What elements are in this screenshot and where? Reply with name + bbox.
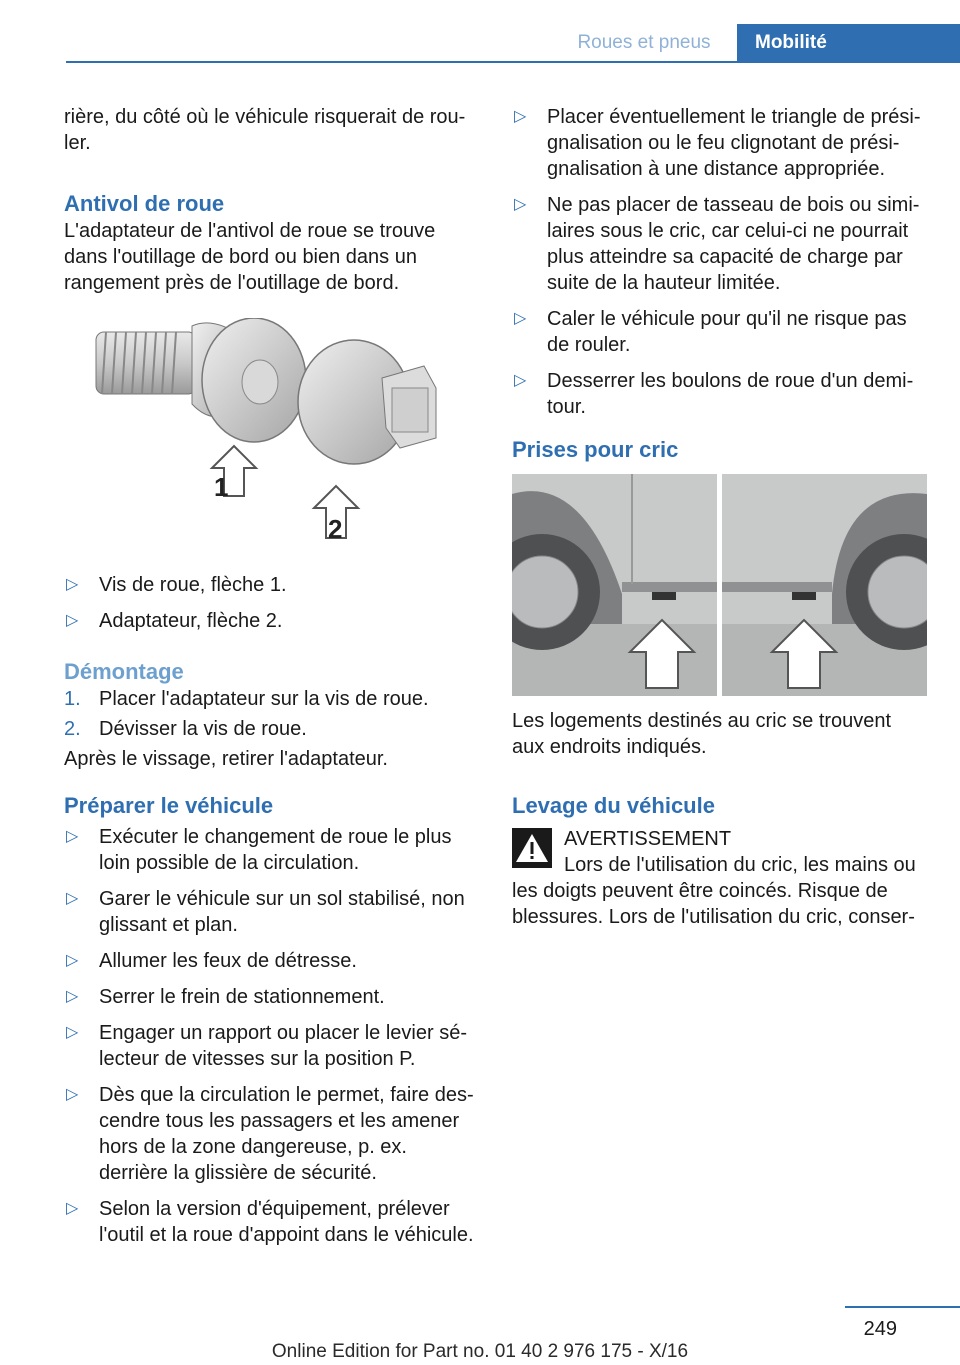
right-column xyxy=(512,104,927,930)
list-item-text: Desserrer les boulons de roue d'un demi-tour. xyxy=(547,370,914,418)
wheel-bolt-icon xyxy=(96,318,306,442)
bullet-icon: ▷ xyxy=(66,828,79,845)
adapter-icon xyxy=(298,340,436,464)
header-rule xyxy=(66,61,960,63)
antivol-heading: Antivol de roue xyxy=(64,191,225,216)
bullet-icon: ▷ xyxy=(66,890,79,907)
step-number: 1. xyxy=(64,688,81,710)
list-item xyxy=(64,1082,479,1186)
step-number: 2. xyxy=(64,718,81,740)
intro-text: rière, du côté où le véhicule risquerait de rouler. xyxy=(64,106,466,154)
list-item-text: Placer éventuellement le triangle de présignalisation ou le feu clignotant de présignalisation à une distance appropriée. xyxy=(547,106,921,180)
car-rear-jack-point-panel xyxy=(722,474,927,696)
list-item-text: Garer le véhicule sur un sol stabilisé, non glissant et plan. xyxy=(99,888,465,936)
figure-legend-list xyxy=(64,572,479,634)
list-item-text: Selon la version d'équipement, prélever l'outil et la roue d'appoint dans le véhicule. xyxy=(99,1198,474,1246)
list-item-text: Exécuter le changement de roue le plus loin possible de la circulation. xyxy=(99,826,452,874)
wheel-lock-illustration xyxy=(64,318,479,566)
list-item-text: Allumer les feux de détresse. xyxy=(99,950,357,972)
bullet-icon: ▷ xyxy=(66,576,79,593)
list-item-text: Vis de roue, flèche 1. xyxy=(99,574,287,596)
footer-rule xyxy=(845,1306,960,1308)
figure-label-2: 2 xyxy=(328,514,343,544)
footer-edition: Online Edition for Part no. 01 40 2 976 175 - X/16 xyxy=(271,1341,689,1362)
list-item xyxy=(64,1196,479,1248)
header-chapter-tab[interactable]: Mobilité xyxy=(737,24,960,62)
list-item xyxy=(64,948,479,974)
list-item xyxy=(64,1020,479,1072)
step-text: Placer l'adaptateur sur la vis de roue. xyxy=(99,688,429,710)
step-text: Dévisser la vis de roue. xyxy=(99,718,307,740)
list-item xyxy=(512,192,927,296)
preparer-heading: Préparer le véhicule xyxy=(64,793,274,818)
step-item xyxy=(64,716,479,742)
prises-heading: Prises pour cric xyxy=(512,437,679,462)
bullet-icon: ▷ xyxy=(514,196,527,213)
jack-points-illustration xyxy=(512,474,927,696)
bullet-icon: ▷ xyxy=(66,1024,79,1041)
warning-text: Lors de l'utilisation du cric, les mains ou les doigts peuvent être coincés. Risque de blessures. Lors de l'utilisation du cric, conser- xyxy=(512,854,916,928)
bullet-icon: ▷ xyxy=(66,988,79,1005)
list-item xyxy=(64,984,479,1010)
list-item-text: Caler le véhicule pour qu'il ne risque pas de rouler. xyxy=(547,308,907,356)
list-item xyxy=(64,886,479,938)
header-section-tab[interactable]: Roues et pneus xyxy=(577,32,711,53)
right-list xyxy=(512,104,927,420)
figure-label-1: 1 xyxy=(214,472,229,502)
list-item xyxy=(512,368,927,420)
list-item-text: Engager un rapport ou placer le levier sélecteur de vitesses sur la position P. xyxy=(99,1022,467,1070)
car-front-jack-point-panel xyxy=(512,474,717,696)
demontage-after-text: Après le vissage, retirer l'adaptateur. xyxy=(64,748,388,770)
list-item xyxy=(512,104,927,182)
preparer-list xyxy=(64,824,479,1248)
list-item-text: Adaptateur, flèche 2. xyxy=(99,610,283,632)
list-item-text: Ne pas placer de tasseau de bois ou similaires sous le cric, car celui-ci ne pourrait plus atteindre sa capacité de charge par suite de la hauteur limitée. xyxy=(547,194,920,294)
prises-text: Les logements destinés au cric se trouvent aux endroits indiqués. xyxy=(512,710,892,758)
bullet-icon: ▷ xyxy=(514,108,527,125)
bullet-icon: ▷ xyxy=(66,1086,79,1103)
warning-block xyxy=(512,826,927,930)
warning-triangle-icon xyxy=(512,828,552,868)
bullet-icon: ▷ xyxy=(514,310,527,327)
demontage-heading: Démontage xyxy=(64,659,184,684)
list-item xyxy=(512,306,927,358)
page-number: 249 xyxy=(863,1318,897,1340)
bullet-icon: ▷ xyxy=(66,612,79,629)
antivol-text: L'adaptateur de l'antivol de roue se trouve dans l'outillage de bord ou bien dans un rangement près de l'outillage de bord. xyxy=(64,220,436,294)
levage-heading: Levage du véhicule xyxy=(512,793,715,818)
list-item xyxy=(64,608,479,634)
step-item xyxy=(64,686,479,712)
bullet-icon: ▷ xyxy=(66,952,79,969)
list-item-text: Serrer le frein de stationnement. xyxy=(99,986,385,1008)
demontage-steps xyxy=(64,686,479,742)
bullet-icon: ▷ xyxy=(514,372,527,389)
left-column xyxy=(64,104,479,1258)
wheel-lock-figure xyxy=(64,318,479,566)
warning-title: AVERTISSEMENT xyxy=(564,828,732,850)
list-item xyxy=(64,572,479,598)
list-item xyxy=(64,824,479,876)
jack-points-figure xyxy=(512,474,927,696)
bullet-icon: ▷ xyxy=(66,1200,79,1217)
list-item-text: Dès que la circulation le permet, faire descendre tous les passagers et les amener hors de la zone dangereuse, p. ex. derrière la glissière de sécurité. xyxy=(99,1084,474,1184)
